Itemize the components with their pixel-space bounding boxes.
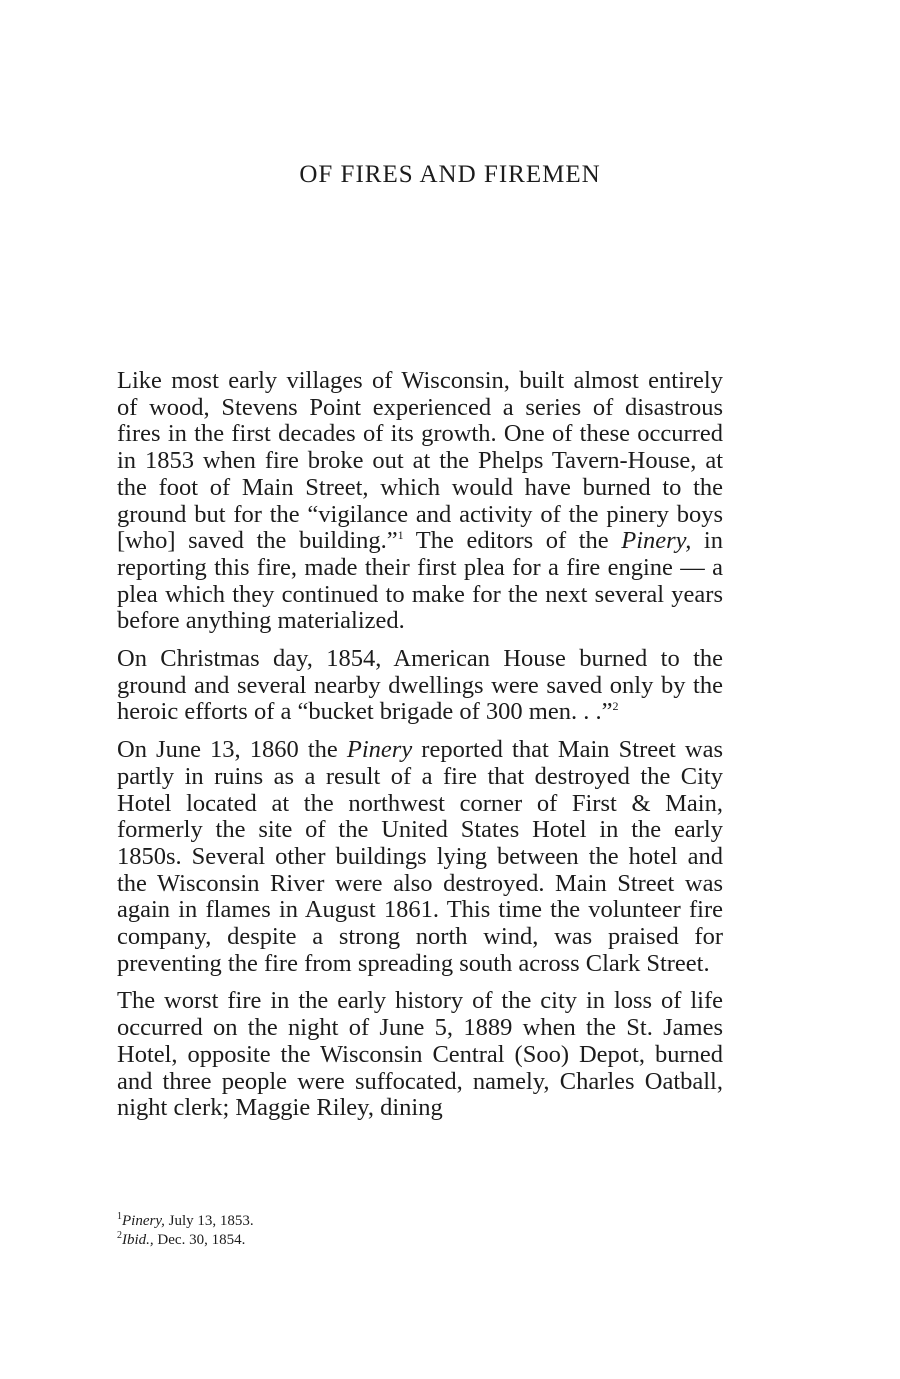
chapter-title: OF FIRES AND FIREMEN bbox=[299, 161, 601, 188]
paragraph-2 bbox=[117, 646, 723, 726]
paragraph-4-text: The worst fire in the early history of the city in loss of life occurred on the night of June 5, 1889 when the St. James Hotel, opposite the Wisconsin Central (Soo) Depot, burned and three people were suffocated, namely, Charles Oatball, night clerk; Maggie Riley, dining bbox=[117, 987, 723, 1122]
body-text bbox=[117, 368, 723, 1133]
footnote-1-marker: 1 bbox=[117, 1211, 122, 1222]
footnote-ref-1: 1 bbox=[397, 528, 404, 543]
paragraph-4 bbox=[117, 988, 723, 1122]
paragraph-3-text-a: On June 13, 1860 the bbox=[117, 736, 347, 764]
footnote-2-source: Ibid., bbox=[122, 1232, 154, 1248]
footnote-1-source: Pinery, bbox=[122, 1213, 165, 1229]
paragraph-1 bbox=[117, 368, 723, 635]
footnote-2-marker: 2 bbox=[117, 1230, 122, 1241]
footnotes bbox=[117, 1212, 723, 1250]
footnote-1-detail: July 13, 1853. bbox=[164, 1213, 254, 1229]
newspaper-title-pinery: Pinery, bbox=[621, 527, 692, 555]
paragraph-1-text-b: The editors of the bbox=[403, 527, 622, 555]
footnote-2-detail: Dec. 30, 1854. bbox=[153, 1232, 246, 1248]
paragraph-2-text: On Christmas day, 1854, American House burned to the ground and several nearby dwellings were saved only by the heroic efforts of a “bucket brigade of 300 men. . .” bbox=[117, 645, 723, 726]
paragraph-3-text-b: reported that Main Street was partly in ruins as a result of a fire that destroyed the City Hotel located at the northwest corner of First & Main, formerly the site of the United States Hotel in the early 1850s. Several other buildings lying between the hotel and the Wisconsin River were also destroyed. Main Street was again in flames in August 1861. This time the volunteer fire company, despite a strong north wind, was praised for preventing the fire from spreading south across Clark Street. bbox=[117, 736, 723, 977]
newspaper-title-pinery-2: Pinery bbox=[346, 736, 413, 764]
paragraph-3 bbox=[117, 737, 723, 977]
footnote-1 bbox=[117, 1212, 723, 1231]
footnote-2 bbox=[117, 1231, 723, 1250]
footnote-ref-2: 2 bbox=[612, 699, 619, 714]
paragraph-1-text-c: in reporting this fire, made their first plea for a fire engine — a plea which they continued to make for the next several years before anything materialized. bbox=[117, 527, 723, 635]
paragraph-1-text-a: Like most early villages of Wisconsin, built almost entirely of wood, Stevens Point experienced a series of disastrous fires in the first decades of its growth. One of these occurred in 1853 when fire broke out at the Phelps Tavern-House, at the foot of Main Street, which would have burned to the ground but for the “vigilance and activity of the pinery boys [who] saved the building.” bbox=[117, 367, 723, 555]
